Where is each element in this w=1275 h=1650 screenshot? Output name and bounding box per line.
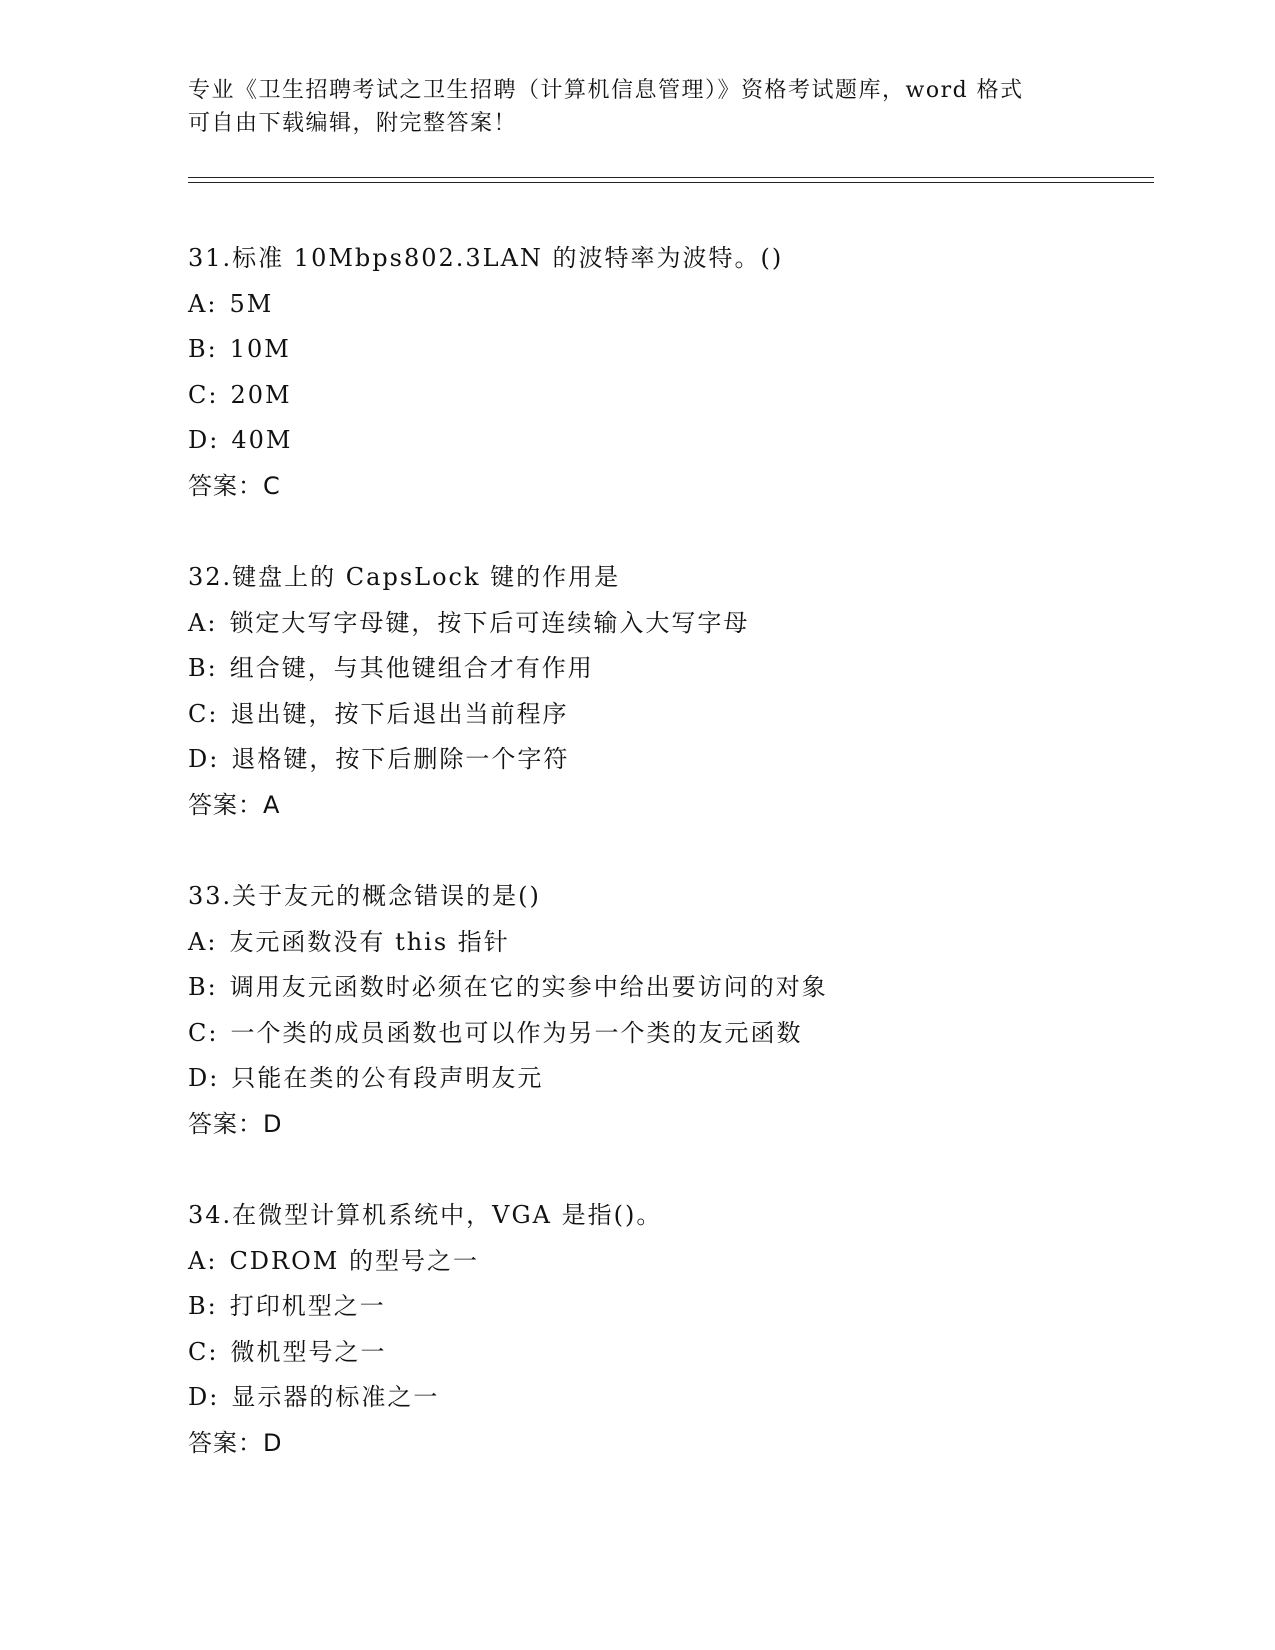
question-stem: 33.关于友元的概念错误的是(): [188, 882, 541, 910]
option-separator: :: [208, 380, 219, 409]
option-separator: :: [208, 699, 219, 728]
option-text: 调用友元函数时必须在它的实参中给出要访问的对象: [229, 973, 828, 1001]
option-letter: B: [188, 973, 208, 1001]
option-text: 一个类的成员函数也可以作为另一个类的友元函数: [230, 1018, 803, 1047]
option-a: [188, 920, 1154, 966]
header-divider-bottom: [188, 182, 1154, 183]
option-d: [188, 1375, 1154, 1421]
option-letter: D: [188, 1064, 210, 1092]
option-letter: C: [188, 1337, 209, 1366]
question-stem: 32.键盘上的 CapsLock 键的作用是: [188, 563, 621, 591]
option-letter: B: [188, 654, 208, 682]
option-text: 组合键，与其他键组合才有作用: [229, 654, 594, 682]
option-separator: :: [207, 927, 218, 956]
option-a: [188, 601, 1154, 647]
header-divider-top: [188, 177, 1154, 178]
option-c: [188, 373, 1154, 419]
option-separator: :: [207, 289, 218, 318]
question-33: [188, 874, 1154, 1147]
answer-label: 答案：: [188, 790, 263, 819]
option-letter: A: [188, 1246, 208, 1275]
option-separator: :: [207, 608, 218, 637]
option-letter: C: [188, 380, 209, 409]
option-separator: :: [209, 426, 220, 454]
answer-value: A: [263, 790, 281, 819]
option-c: [188, 1330, 1154, 1376]
answer-value: D: [263, 1428, 283, 1457]
option-letter: B: [188, 1292, 208, 1320]
header-line-1: 专业《卫生招聘考试之卫生招聘（计算机信息管理）》资格考试题库，word 格式: [188, 78, 1024, 103]
option-separator: :: [207, 1246, 218, 1275]
option-d: [188, 418, 1154, 464]
option-letter: C: [188, 1018, 209, 1047]
option-text: 10M: [229, 335, 291, 363]
option-c: [188, 692, 1154, 738]
option-text: CDROM 的型号之一: [229, 1246, 479, 1275]
option-text: 20M: [230, 380, 292, 409]
option-d: [188, 1056, 1154, 1102]
option-letter: D: [188, 426, 210, 454]
option-b: [188, 646, 1154, 692]
option-text: 微机型号之一: [230, 1337, 387, 1366]
answer-line: [188, 1102, 1154, 1148]
option-c: [188, 1011, 1154, 1057]
option-text: 只能在类的公有段声明友元: [231, 1064, 544, 1092]
option-letter: A: [188, 289, 208, 318]
option-letter: A: [188, 927, 208, 956]
header-line-2: 可自由下载编辑，附完整答案！: [188, 111, 518, 136]
option-letter: C: [188, 699, 209, 728]
option-separator: :: [209, 1064, 220, 1092]
option-letter: A: [188, 608, 208, 637]
option-text: 显示器的标准之一: [231, 1383, 440, 1411]
option-a: [188, 1239, 1154, 1285]
question-34: [188, 1193, 1154, 1466]
option-text: 锁定大写字母键，按下后可连续输入大写字母: [229, 608, 750, 637]
question-stem: 31.标准 10Mbps802.3LAN 的波特率为波特。(): [188, 244, 784, 272]
option-separator: :: [207, 1292, 218, 1320]
option-text: 退格键，按下后删除一个字符: [231, 745, 570, 773]
question-31: [188, 236, 1154, 509]
question-list: [188, 236, 1154, 1512]
option-a: [188, 282, 1154, 328]
answer-value: D: [263, 1109, 283, 1138]
option-text: 友元函数没有 this 指针: [229, 927, 510, 956]
answer-label: 答案：: [188, 1428, 263, 1457]
answer-line: [188, 1421, 1154, 1467]
option-separator: :: [207, 654, 218, 682]
option-text: 40M: [231, 426, 293, 454]
option-letter: D: [188, 745, 210, 773]
option-separator: :: [208, 1018, 219, 1047]
option-text: 退出键，按下后退出当前程序: [230, 699, 569, 728]
option-letter: B: [188, 335, 208, 363]
option-text: 5M: [229, 289, 274, 318]
option-b: [188, 1284, 1154, 1330]
option-separator: :: [207, 335, 218, 363]
option-separator: :: [207, 973, 218, 1001]
option-b: [188, 327, 1154, 373]
option-text: 打印机型之一: [229, 1292, 386, 1320]
option-d: [188, 737, 1154, 783]
document-header: [188, 74, 1088, 140]
question-32: [188, 555, 1154, 828]
answer-line: [188, 783, 1154, 829]
answer-label: 答案：: [188, 471, 263, 500]
question-stem: 34.在微型计算机系统中，VGA 是指()。: [188, 1201, 663, 1229]
option-letter: D: [188, 1383, 210, 1411]
option-separator: :: [209, 745, 220, 773]
answer-value: C: [263, 471, 281, 500]
answer-label: 答案：: [188, 1109, 263, 1138]
option-separator: :: [209, 1383, 220, 1411]
option-separator: :: [208, 1337, 219, 1366]
option-b: [188, 965, 1154, 1011]
answer-line: [188, 464, 1154, 510]
